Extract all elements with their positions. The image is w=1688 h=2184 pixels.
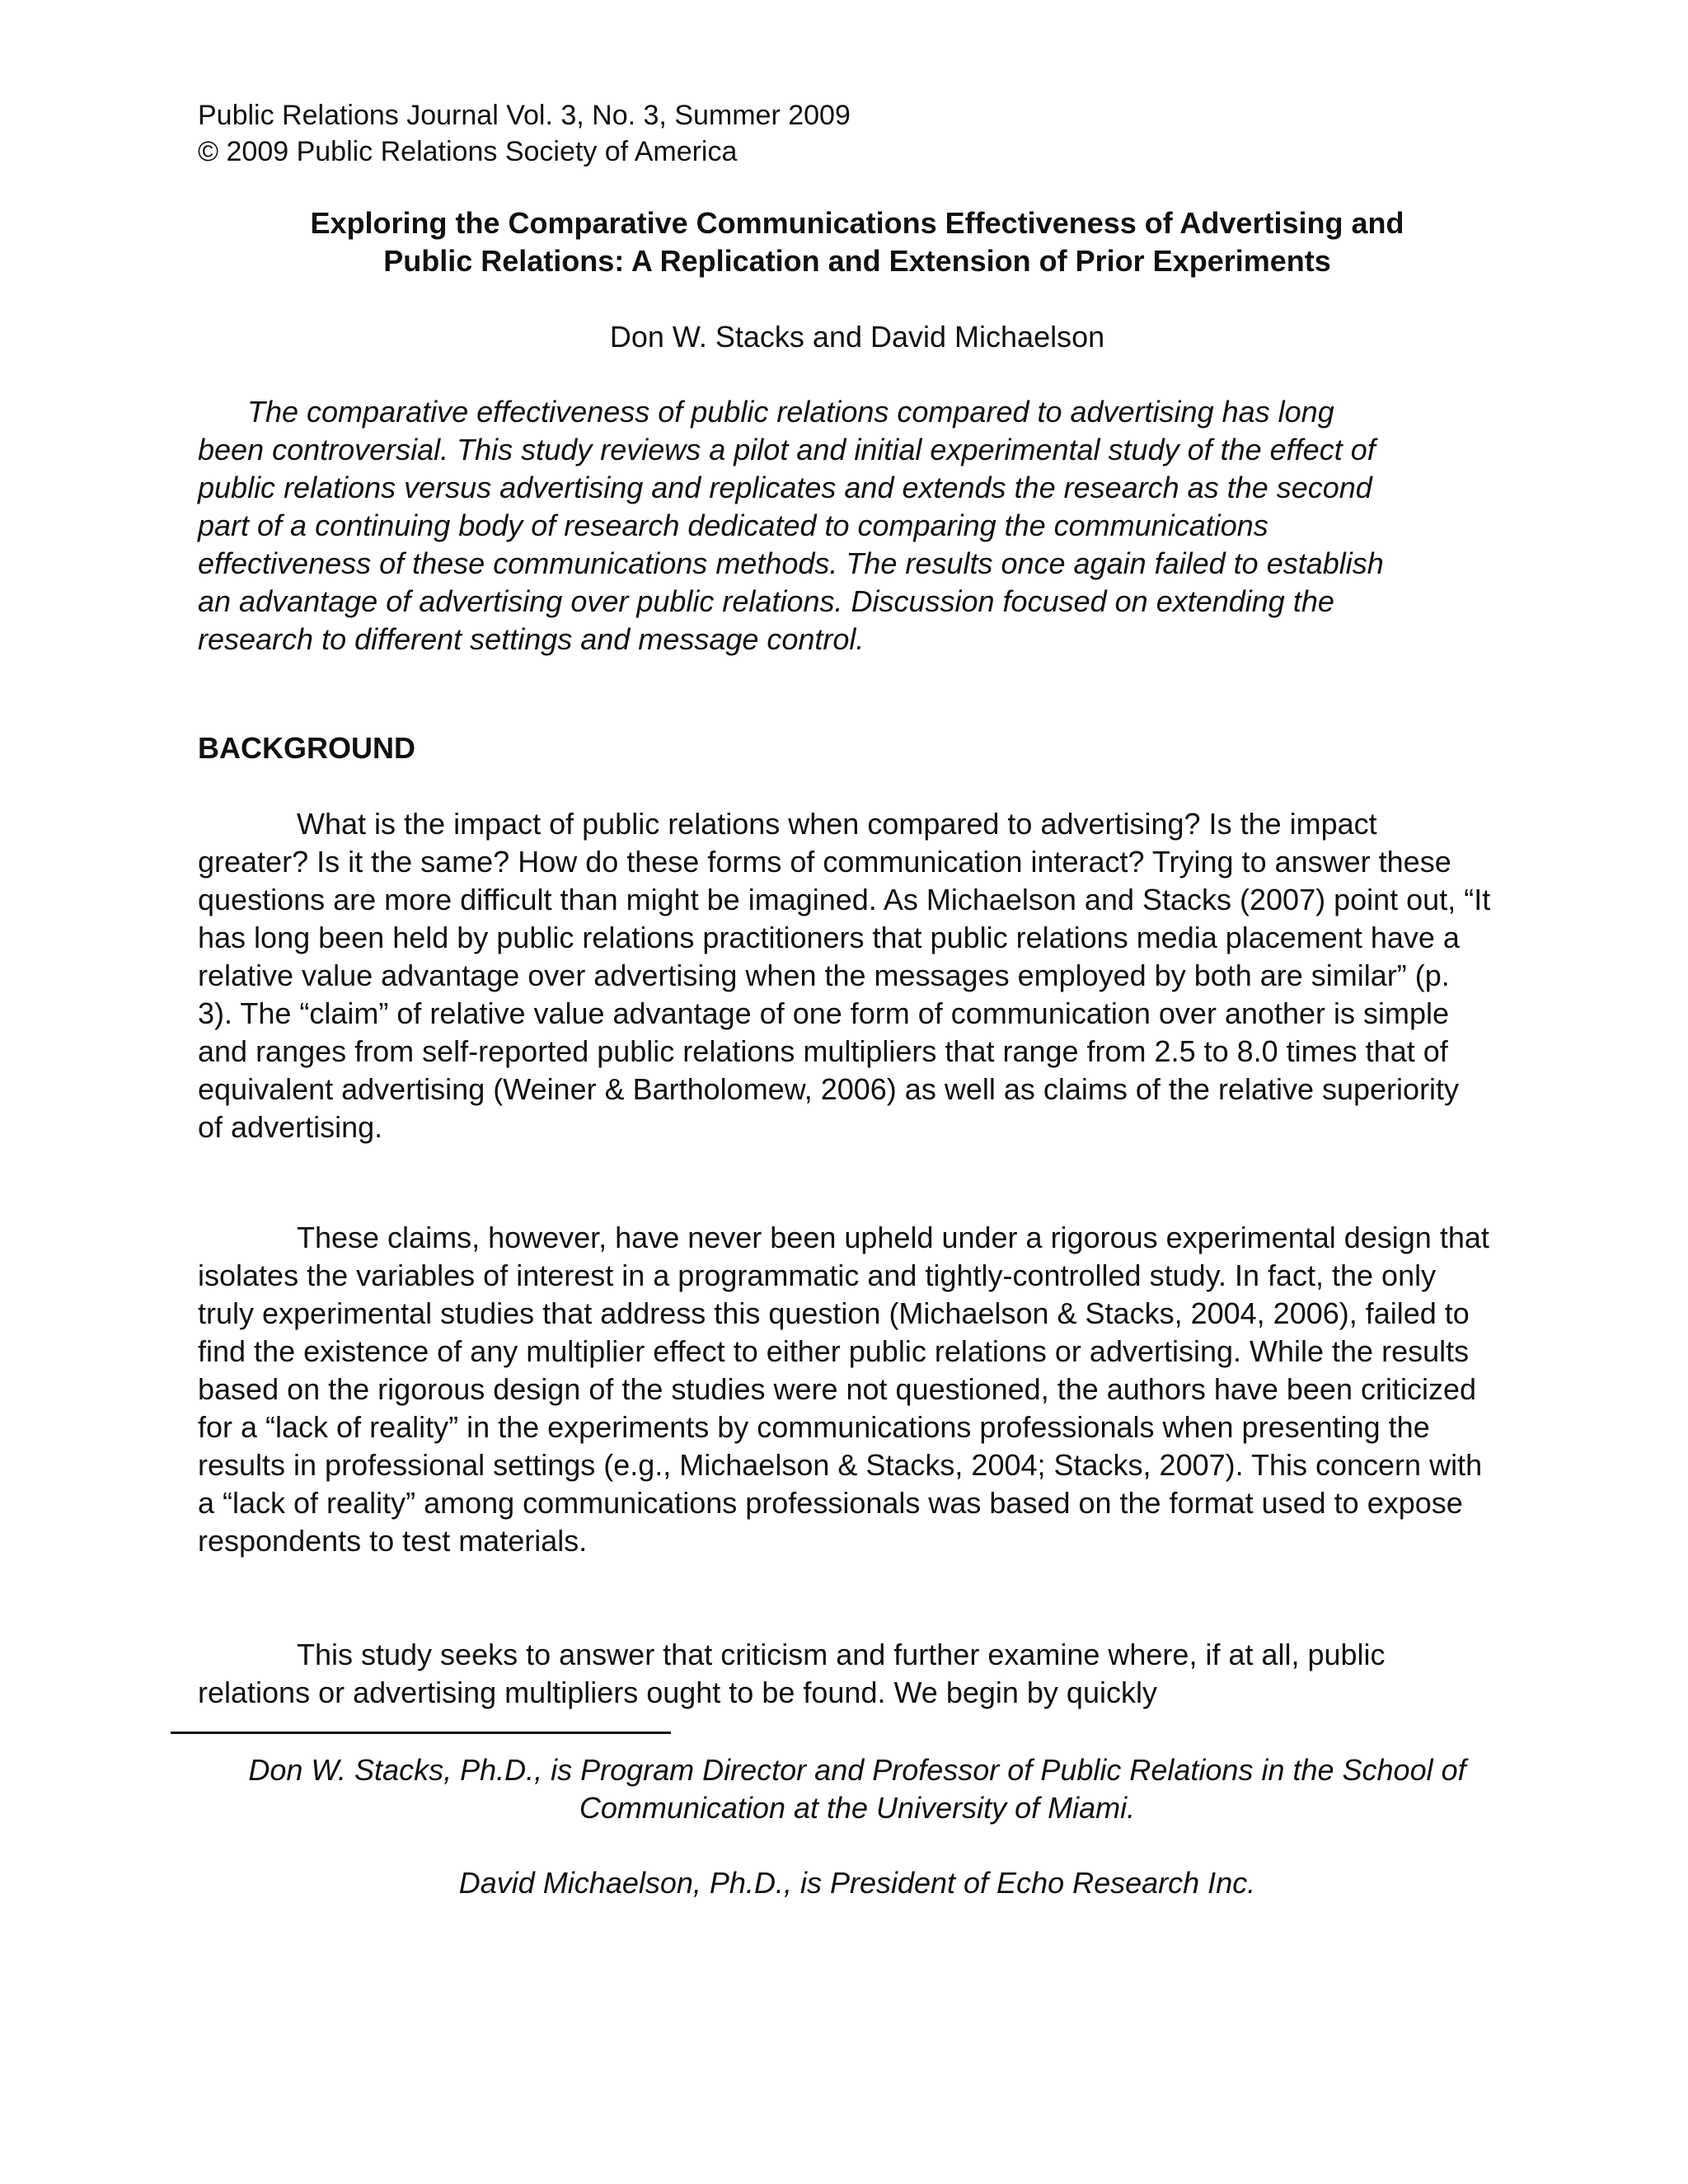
article-title-line-1: Exploring the Comparative Communications Effectiveness of Advertising and [310,206,1404,240]
article-title [198,204,1517,280]
background-paragraph-3: This study seeks to answer that criticism and further examine where, if at all, public relations or advertising multipliers ought to be found. We begin by quickly [198,1638,1386,1709]
section-heading-background: BACKGROUND [198,731,415,765]
footnote-michaelson: David Michaelson, Ph.D., is President of Echo Research Inc. [458,1866,1256,1900]
footnote-stacks: Don W. Stacks, Ph.D., is Program Director and Professor of Public Relations in the School of Communication at the University of Miami. [248,1753,1466,1825]
footnote-divider [171,1732,671,1734]
article-authors: Don W. Stacks and David Michaelson [609,320,1105,354]
article-title-line-2: Public Relations: A Replication and Extension of Prior Experiments [383,244,1331,278]
abstract: The comparative effectiveness of public relations compared to advertising has long been controversial. This study reviews a pilot and initial experimental study of the effect of public relations versus advertising and replicates and extends the research as the second part of a continuing body of research dedicated to comparing the communications effectiveness of these communications methods. The results once again failed to establish an advantage of advertising over public relations. Discussion focused on extending the research to different settings and message control. [198,395,1384,656]
background-paragraph-2: These claims, however, have never been upheld under a rigorous experimental design that isolates the variables of interest in a programmatic and tightly-controlled study. In fact, the only truly experimental studies that address this question (Michaelson & Stacks, 2004, 2006), failed to find the existence of any multiplier effect to either public relations or advertising. While the results based on the rigorous design of the studies were not questioned, the authors have been criticized for a “lack of reality” in the experiments by communications professionals when presenting the results in professional settings (e.g., Michaelson & Stacks, 2004; Stacks, 2007). This concern with a “lack of reality” among communications professionals was based on the format used to expose respondents to test materials. [198,1221,1489,1558]
background-paragraph-1: What is the impact of public relations when compared to advertising? Is the impact greater? Is it the same? How do these forms of communication interact? Trying to answer these questions are more difficult than might be imagined. As Michaelson and Stacks (2007) point out, “It has long been held by public relations practitioners that public relations media placement have a relative value advantage over advertising when the messages employed by both are similar” (p. 3). The “claim” of relative value advantage of one form of communication over another is simple and ranges from self-reported public relations multipliers that range from 2.5 to 8.0 times that of equivalent advertising (Weiner & Bartholomew, 2006) as well as claims of the relative superiority of advertising. [198,807,1491,1144]
journal-citation: Public Relations Journal Vol. 3, No. 3, Summer 2009 [198,100,851,131]
copyright-notice: © 2009 Public Relations Society of America [198,136,738,167]
